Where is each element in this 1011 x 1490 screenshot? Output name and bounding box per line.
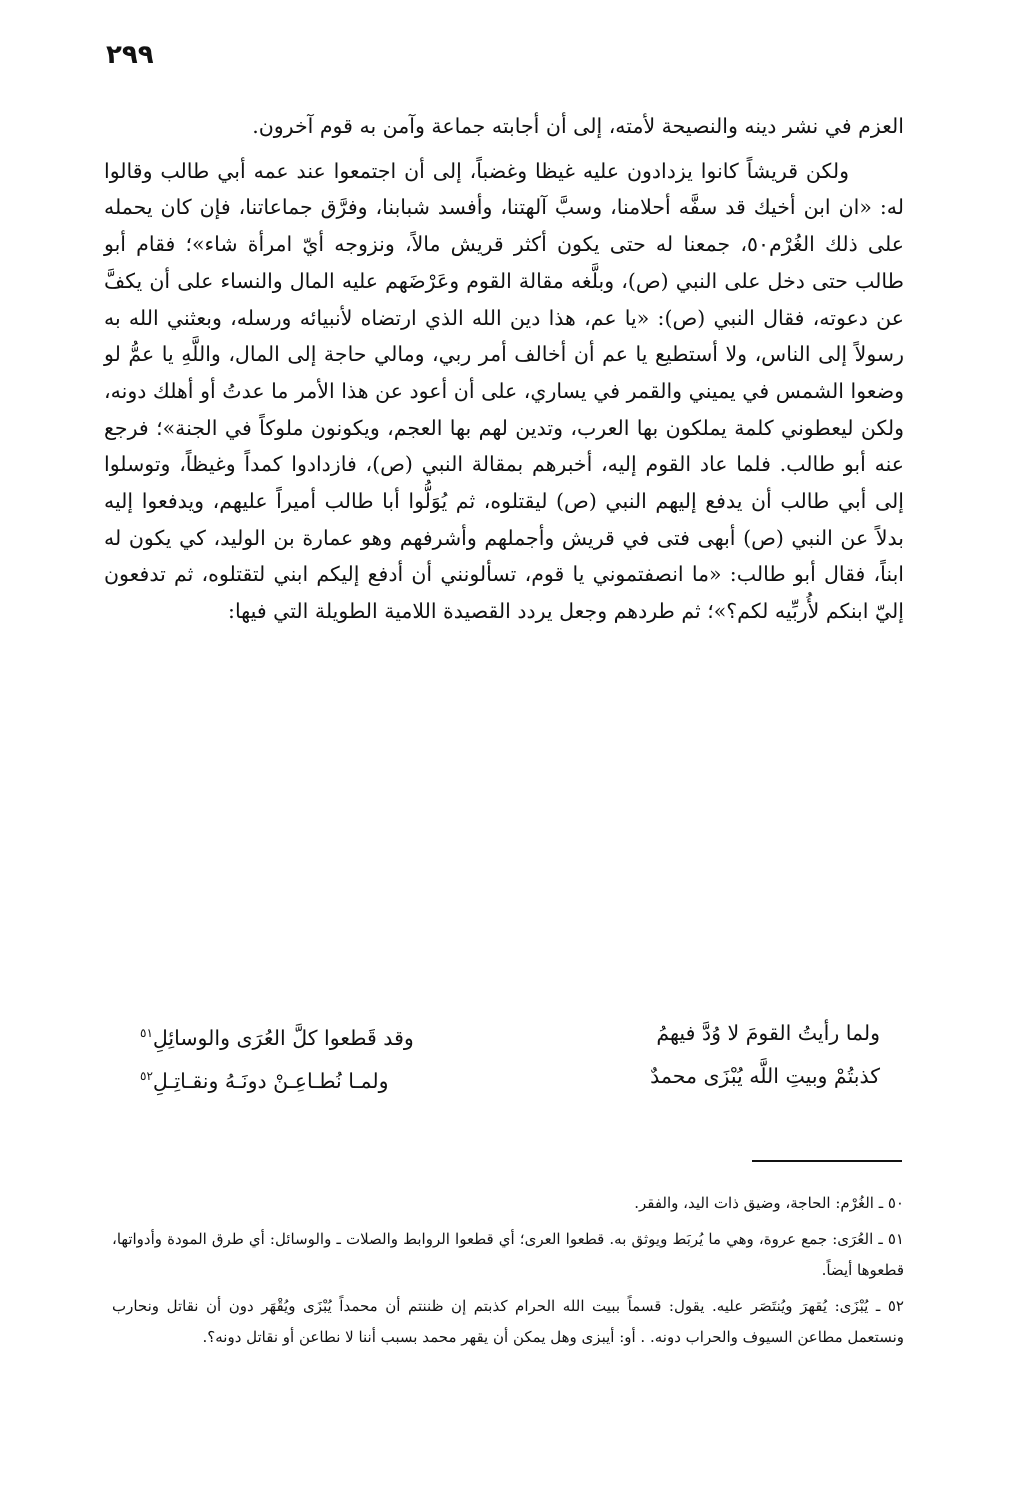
verse-second-hemistich: وقد قَطعوا كلَّ العُرَى والوسائِلِ — [152, 1025, 414, 1050]
footnote-number: ٥١ — [887, 1229, 904, 1248]
footnote-number: ٥٢ — [887, 1296, 904, 1315]
main-text — [104, 108, 904, 630]
footnote-text: ـ يُبْزَى: يُقهرَ ويُنتَصَر عليه. يقول: قسماً ببيت الله الحرام كذبتم إن ظننتم أن محمداً يُبْزَى ويُقْهَر دون أن نقاتل ونحارب ونستعمل مطاعن السيوف والحراب دونه. . أو: أيبزى وهل يمكن أن يقهر محمد بسبب أننا لا نطاعن أو نقاتل دونه؟. — [112, 1296, 904, 1346]
page-number: ٢٩٩ — [106, 40, 154, 70]
paragraph: العزم في نشر دينه والنصيحة لأمته، إلى أن أجابته جماعة وآمن به قوم آخرون. — [252, 114, 904, 138]
paragraph: ولكن قريشاً كانوا يزدادون عليه غيظا وغضباً، إلى أن اجتمعوا عند عمه أبي طالب وقالوا له: «ان ابن أخيك قد سفَّه أحلامنا، وسبَّ آلهتنا، وأفسد شبابنا، وفرَّق جماعاتنا، فإن كان يحمله على ذلك الغُرْم٥٠، جمعنا له حتى يكون أكثر قريش مالاً، ونزوجه أيّ امرأة شاء»؛ فقام أبو طالب حتى دخل على النبي (ص)، وبلَّغه مقالة القوم وعَرْضَهم عليه المال والنساء على أن يكفَّ عن دعوته، فقال النبي (ص): «يا عم، هذا دين الله الذي ارتضاه لأنبيائه ورسله، وبعثني الله به رسولاً إلى الناس، ولا أستطيع يا عم أن أخالف أمر ربي، ومالي حاجة إلى المال، واللَّهِ يا عمُّ لو وضعوا الشمس في يميني والقمر في يساري، على أن أعود عن هذا الأمر ما عدتُ أو أهلك دونه، ولكن ليعطوني كلمة يملكون بها العرب، وتدين لهم بها العجم، ويكونون ملوكاً في الجنة»؛ فرجع عنه أبو طالب. فلما عاد القوم إليه، أخبرهم بمقالة النبي (ص)، فازدادوا كمداً وغيظاً، وتوسلوا إلى أبي طالب أن يدفع إليهم النبي (ص) ليقتلوه، ثم يُوَلُّوا أبا طالب أميراً عليهم، ويدفعوا إليه بدلاً عن النبي (ص) أبهى فتى في قريش وأجملهم وأشرفهم وهو عمارة بن الوليد، كي يكون له ابناً، فقال أبو طالب: «ما انصفتموني يا قوم، تسألونني أن أدفع إليكم ابني لتقتلوه، ثم تدفعون إليّ ابنكم لأُربِّيه لكم؟»؛ ثم طردهم وجعل يردد القصيدة اللامية الطويلة التي فيها: — [104, 158, 904, 624]
footnote — [112, 1224, 904, 1287]
footnote-divider — [752, 1160, 902, 1162]
verse-line — [140, 1014, 880, 1057]
footnote — [112, 1291, 904, 1354]
footnote-ref: ٥٢ — [140, 1068, 153, 1083]
verse-second-hemistich: ولمـا نُطـاعِـنْ دونَـهُ ونقـاتِـلِ — [152, 1068, 389, 1093]
verse-second-hemistich-wrap — [140, 1014, 500, 1057]
footnote-number: ٥٠ — [887, 1194, 904, 1212]
verse-line — [140, 1057, 880, 1100]
footnote-text: ـ العُرَى: جمع عروة، وهي ما يُربَط ويوثق به. قطعوا العرى؛ أي قطعوا الروابط والصلات ـ والوسائل: أي طرق المودة وأدواتها، قطعوها أيضاً. — [112, 1229, 904, 1279]
poem-verses — [140, 1014, 880, 1100]
verse-first-hemistich: كذبتُمْ وبيتِ اللَّه يُبْزَى محمدٌ — [650, 1063, 880, 1088]
footnote-ref: ٥١ — [140, 1026, 153, 1040]
footnote-text: ـ الغُرْم: الحاجة، وضيق ذات اليد، والفقر. — [634, 1194, 884, 1212]
footnote — [112, 1188, 904, 1220]
footnotes — [112, 1188, 904, 1358]
verse-first-hemistich: ولما رأيتُ القومَ لا وُدَّ فيهمُ — [656, 1021, 880, 1045]
verse-second-hemistich-wrap — [140, 1057, 500, 1100]
